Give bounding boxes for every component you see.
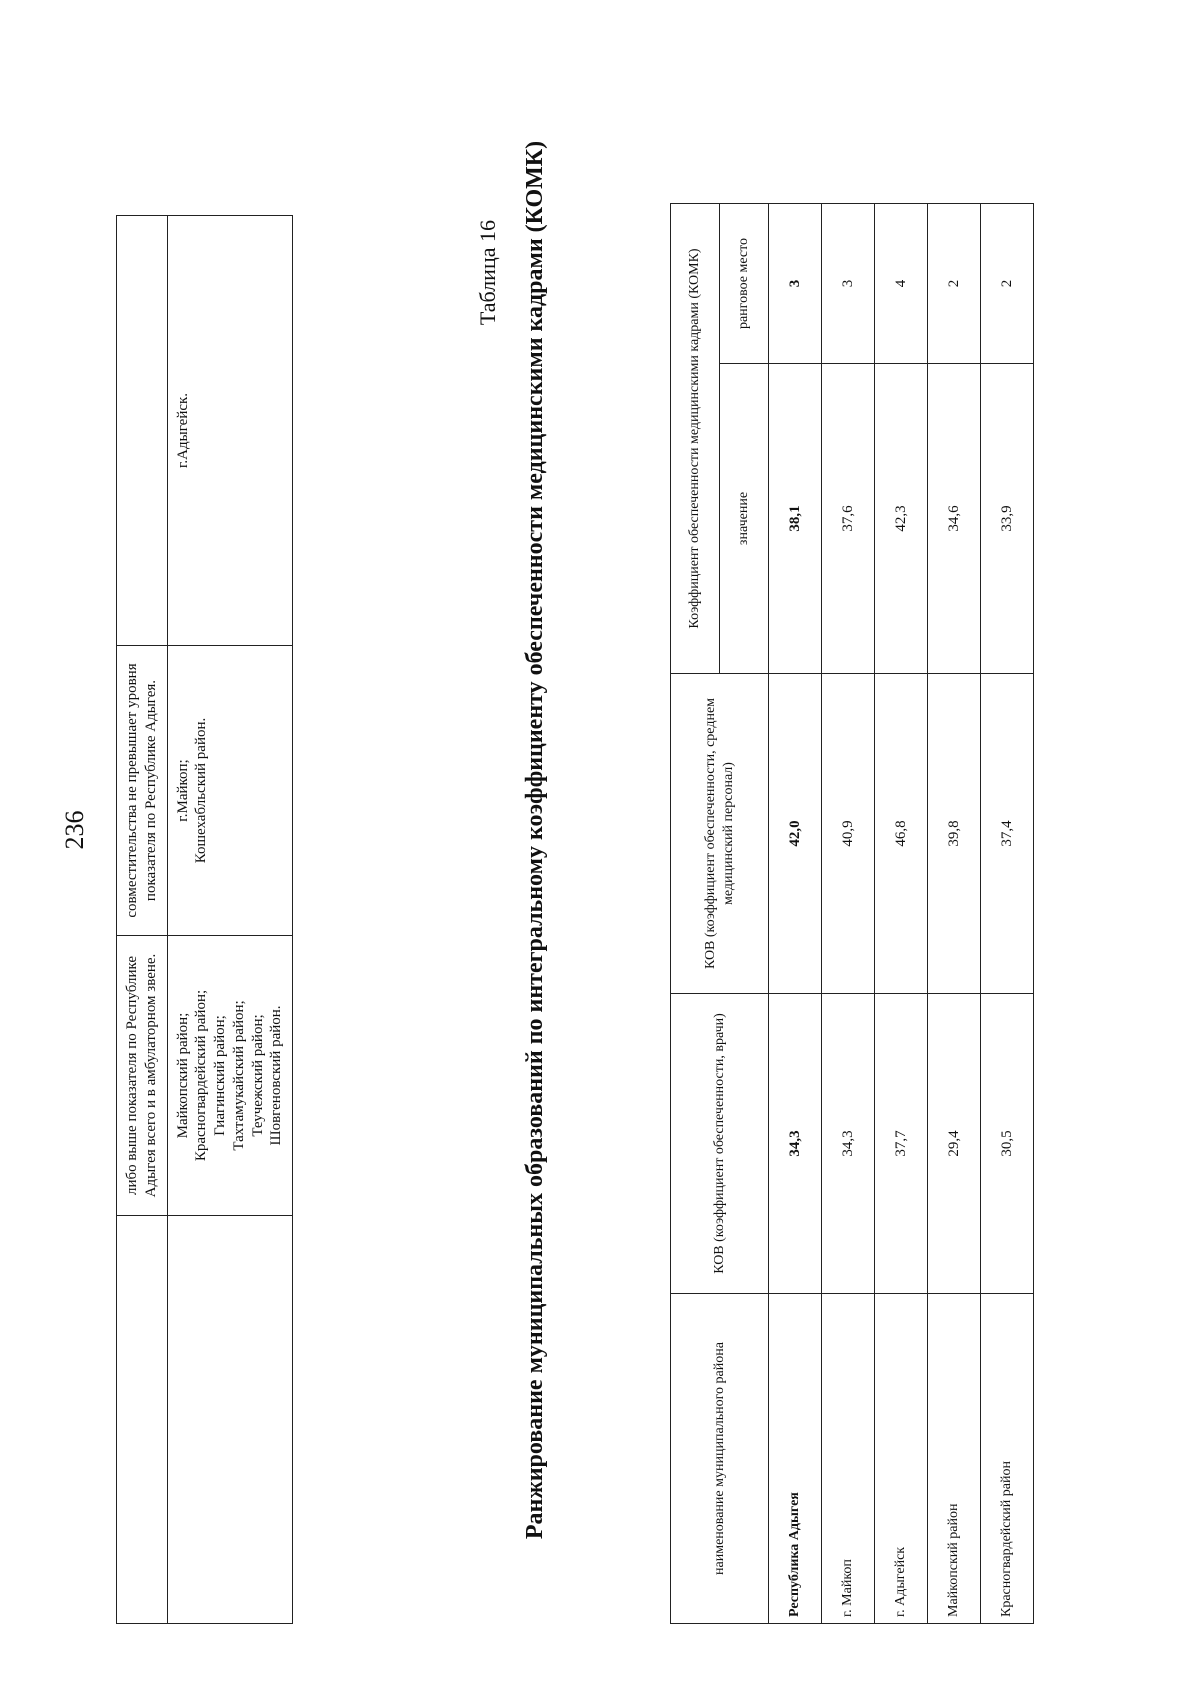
- cell-kov-doctors: 34,3: [822, 994, 875, 1294]
- page-number: 236: [60, 810, 89, 850]
- table-row: [117, 216, 168, 1624]
- cell-name: г. Майкоп: [822, 1294, 875, 1624]
- cell-kov-doctors: 29,4: [928, 994, 981, 1294]
- cell-kov-nurses: 42,0: [769, 674, 822, 994]
- cell-komk-value: 38,1: [769, 364, 822, 674]
- list-item: Теучежский район;: [249, 1014, 266, 1137]
- cell-komk-value: 37,6: [822, 364, 875, 674]
- cell-komk-rank: 2: [928, 203, 981, 363]
- table-row: [981, 203, 1034, 1623]
- table-cell: [117, 216, 168, 646]
- cell-kov-nurses: 40,9: [822, 674, 875, 994]
- cell-komk-value: 33,9: [981, 364, 1034, 674]
- table-cell: [167, 1216, 293, 1624]
- ranking-table: [670, 203, 1034, 1624]
- cell-komk-rank: 3: [769, 203, 822, 363]
- table-header-row: [671, 203, 720, 1623]
- cell-kov-nurses: 46,8: [875, 674, 928, 994]
- cell-name: г. Адыгейск: [875, 1294, 928, 1624]
- table-cell: совместительства не превышает уровня показателя по Республике Адыгея.: [117, 646, 168, 936]
- cell-kov-nurses: 39,8: [928, 674, 981, 994]
- table-cell: [117, 1216, 168, 1624]
- list-item: г.Майкоп;: [174, 759, 191, 822]
- table-label: Таблица 16: [475, 220, 500, 326]
- table-row-total: [769, 203, 822, 1623]
- cell-komk-rank: 4: [875, 203, 928, 363]
- list-item: Шовгеновский район.: [268, 1005, 285, 1146]
- rotated-page: [60, 80, 1140, 1640]
- column-header-kov-nurses: КОВ (коэффициент обеспеченности, среднем медицинский персонал): [671, 674, 769, 994]
- table-row: [928, 203, 981, 1623]
- column-header-kov-doctors: КОВ (коэффициент обеспеченности, врачи): [671, 994, 769, 1294]
- table-row: [875, 203, 928, 1623]
- column-header-komk-group: Коэффициент обеспеченности медицинскими кадрами (КОМК): [671, 203, 720, 673]
- table-title: Ранжирование муниципальных образований по интегральному коэффициенту обеспеченности медицинскими кадрами (КОМК): [522, 140, 548, 1540]
- cell-komk-value: 42,3: [875, 364, 928, 674]
- list-item: Майкопский район;: [174, 1012, 191, 1139]
- list-item: Гиагинский район;: [212, 1015, 228, 1136]
- cell-kov-doctors: 34,3: [769, 994, 822, 1294]
- table-cell: г.Адыгейск.: [167, 216, 293, 646]
- list-item: Кошехабльский район.: [193, 717, 210, 864]
- list-item: Красногвардейский район;: [193, 989, 210, 1162]
- column-header-komk-value: значение: [720, 364, 769, 674]
- cell-name: Майкопский район: [928, 1294, 981, 1624]
- column-header-komk-rank: ранговое место: [720, 203, 769, 363]
- district-list-cell: [167, 646, 293, 936]
- cell-name: Республика Адыгея: [769, 1294, 822, 1624]
- table-row: [822, 203, 875, 1623]
- cell-kov-doctors: 37,7: [875, 994, 928, 1294]
- cell-komk-rank: 2: [981, 203, 1034, 363]
- cell-komk-rank: 3: [822, 203, 875, 363]
- cell-name: Красногвардейский район: [981, 1294, 1034, 1624]
- cell-kov-doctors: 30,5: [981, 994, 1034, 1294]
- cell-komk-value: 34,6: [928, 364, 981, 674]
- column-header-name: наименование муниципального района: [671, 1294, 769, 1624]
- list-item: Тахтамукайский район;: [230, 1000, 247, 1151]
- table-cell: либо выше показателя по Республике Адыгея всего и в амбулаторном звене.: [117, 936, 168, 1216]
- continuation-table: [116, 215, 293, 1624]
- table-row: [167, 216, 293, 1624]
- cell-kov-nurses: 37,4: [981, 674, 1034, 994]
- district-list-cell: [167, 936, 293, 1216]
